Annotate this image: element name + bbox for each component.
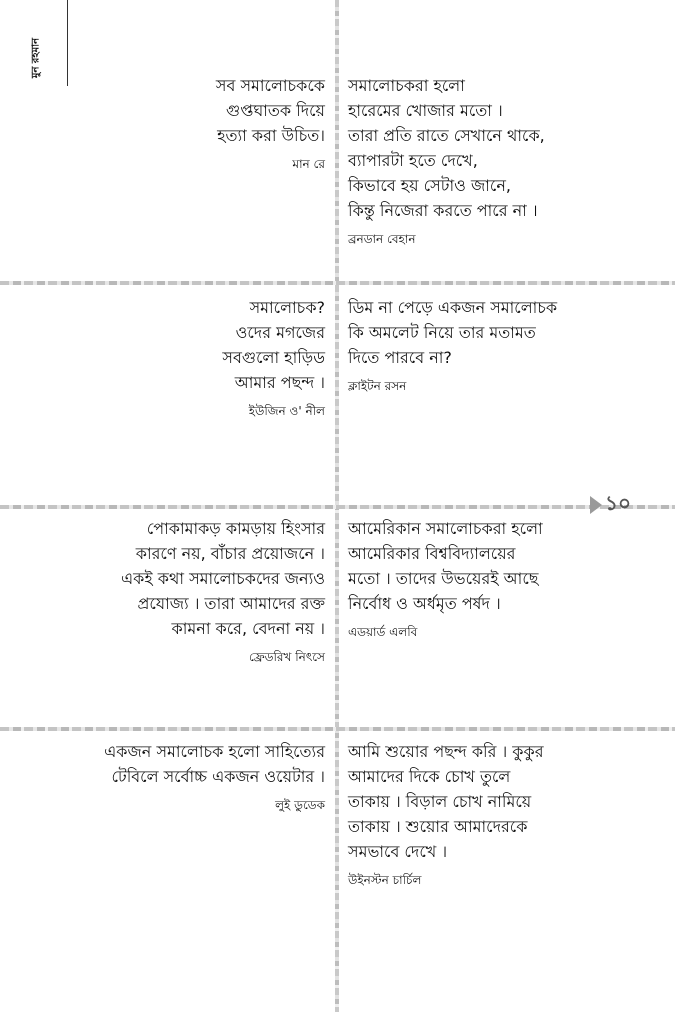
quote-line: কিভাবে হয় সেটাও জানে, — [348, 176, 511, 195]
quote-author: মান রে — [292, 157, 325, 171]
quote-block — [222, 295, 325, 423]
quote-line: কিন্তু নিজেরা করতে পারে না । — [348, 201, 538, 220]
page-number-text: ১০ — [605, 490, 631, 515]
quote-line: নির্বোধ ও অর্ধমৃত পর্ষদ । — [348, 594, 501, 613]
quote-line: আমেরিকার বিশ্ববিদ্যালয়ের — [348, 544, 516, 563]
horizontal-divider — [0, 505, 675, 509]
quote-line: সমালোচকরা হলো — [348, 76, 465, 95]
quote-line: একই কথা সমালোচকদের জন্যও — [121, 569, 325, 588]
horizontal-divider — [0, 281, 675, 285]
quote-line: পোকামাকড় কামড়ায় হিংসার — [146, 519, 325, 538]
quote-line: হারেমের খোজার মতো । — [348, 101, 503, 120]
quote-line: তারা প্রতি রাতে সেখানে থাকে, — [348, 126, 545, 145]
quote-line: আমাদের দিকে চোখ তুলে — [348, 767, 511, 786]
quote-line: তাকায় । শুয়োর আমাদেরকে — [348, 817, 528, 836]
quote-author: ব্রনডান বেহান — [348, 232, 416, 246]
quote-author: এডয়ার্ড এলবি — [348, 625, 418, 639]
running-head — [26, 18, 48, 98]
quote-line: হত্যা করা উচিত। — [217, 126, 325, 145]
quote-author: উইনস্টন চার্চিল — [348, 873, 422, 887]
quote-author: ফ্রেডরিখ নিৎসে — [248, 650, 325, 664]
quote-line: কামনা করে, বেদনা নয় । — [171, 619, 325, 638]
quote-line: কারণে নয়, বাঁচার প্রয়োজনে । — [135, 544, 325, 563]
quote-line: সব সমালোচককে — [215, 76, 325, 95]
quote-line: সবগুলো হাড়িড — [222, 348, 325, 367]
quote-line: দিতে পারবে না? — [348, 348, 452, 367]
running-head-text: মুন রহমান — [30, 37, 42, 79]
quote-line: ডিম না পেড়ে একজন সমালোচক — [348, 298, 558, 317]
quote-block — [348, 295, 557, 398]
arrow-icon — [590, 496, 602, 514]
quote-block — [348, 516, 543, 644]
quote-author: ক্লাইটন রসন — [348, 379, 407, 393]
page-number — [590, 491, 631, 519]
quote-line: সমালোচক? — [249, 298, 325, 317]
running-head-rule — [67, 0, 68, 86]
quote-line: গুপ্তঘাতক দিয়ে — [226, 101, 325, 120]
quote-line: ব্যাপারটা হতে দেখে, — [348, 151, 478, 170]
quote-line: ওদের মগজের — [235, 323, 325, 342]
quote-block — [348, 739, 544, 892]
quote-block — [216, 73, 325, 176]
quote-line: আমার পছন্দ । — [234, 373, 325, 392]
quote-line: কি অমলেট নিয়ে তার মতামত — [348, 323, 536, 342]
quote-block — [104, 739, 325, 817]
quote-line: আমি শুয়োর পছন্দ করি । কুকুর — [348, 742, 544, 761]
quote-block — [348, 73, 545, 251]
quote-author: ইউজিন ও' নীল — [248, 404, 325, 418]
quote-line: প্রযোজ্য । তারা আমাদের রক্ত — [137, 594, 325, 613]
quote-line: আমেরিকান সমালোচকরা হলো — [348, 519, 543, 538]
quote-line: একজন সমালোচক হলো সাহিত্যের — [104, 742, 325, 761]
quote-line: টেবিলে সর্বোচ্চ একজন ওয়েটার । — [111, 767, 325, 786]
quote-line: তাকায় । বিড়াল চোখ নামিয়ে — [348, 792, 532, 811]
quote-author: লুই ডুডেক — [275, 798, 325, 812]
quote-line: মতো । তাদের উভয়েরই আছে — [348, 569, 539, 588]
horizontal-divider — [0, 727, 675, 731]
quote-block — [121, 516, 325, 669]
quote-line: সমভাবে দেখে । — [348, 842, 448, 861]
